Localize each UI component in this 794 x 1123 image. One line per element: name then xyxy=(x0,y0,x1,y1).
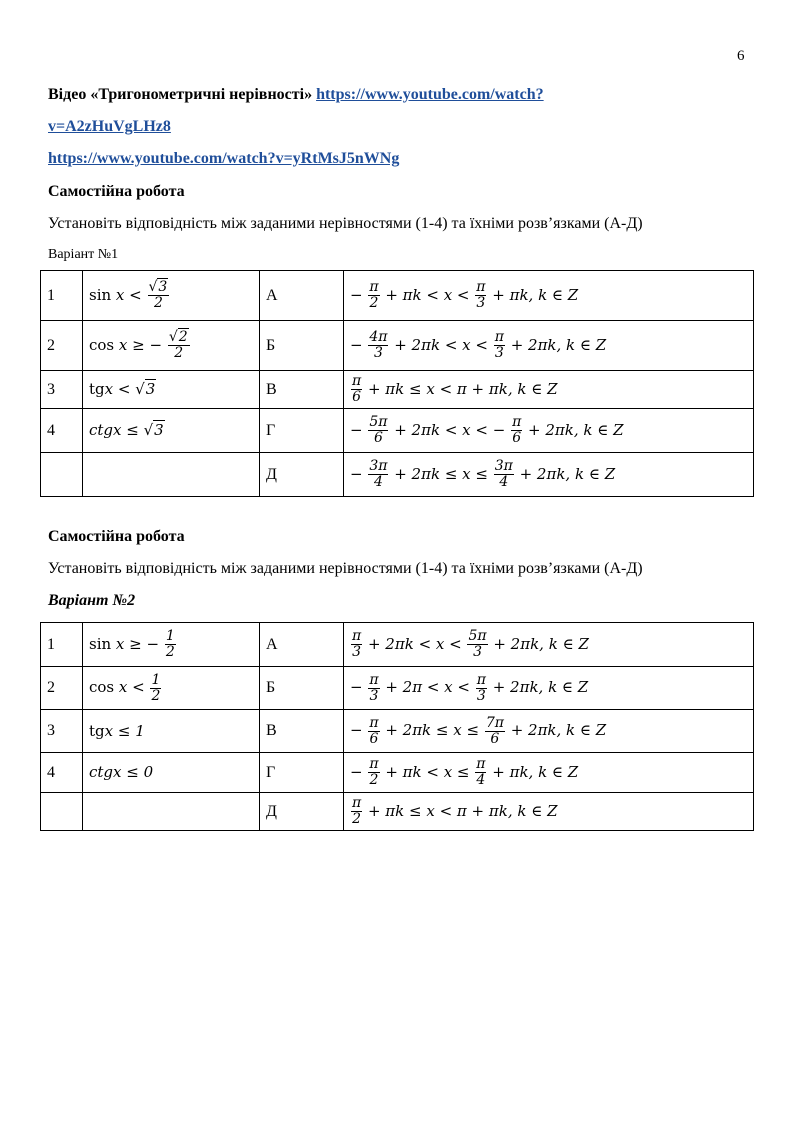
row-number xyxy=(41,453,83,497)
solution-cell xyxy=(344,793,754,831)
inequality-cell xyxy=(83,409,260,453)
solution-cell xyxy=(344,667,754,710)
section2-instruction: Установіть відповідність між заданими нерівностями (1-4) та їхніми розв’язками (А-Д) xyxy=(48,560,643,577)
row-number: 2 xyxy=(41,321,83,371)
row-number: 4 xyxy=(41,409,83,453)
answer-letter: Г xyxy=(260,753,344,793)
section1-variant: Варіант №1 xyxy=(48,247,119,262)
inequality-math: cos x < $\frac{1}{2}$ xyxy=(89,671,161,704)
solution-cell xyxy=(344,623,754,667)
solution-cell xyxy=(344,271,754,321)
solution-math: $\frac{\pi}{3}$ + 2πk < x < $\frac{5\pi}{3}$ + 2πk, k ∈ Z xyxy=(352,628,589,660)
inequality-cell xyxy=(83,453,260,497)
table-row xyxy=(41,710,754,753)
answer-letter: В xyxy=(260,710,344,753)
inequality-math: ctgx ≤ √3 xyxy=(89,421,164,439)
table-row xyxy=(41,409,754,453)
solution-math: − $\frac{3\pi}{4}$ + 2πk ≤ x ≤ $\frac{3\pi}{4}$ + 2πk, k ∈ Z xyxy=(350,458,616,490)
table-row xyxy=(41,623,754,667)
inequality-cell xyxy=(83,793,260,831)
inequality-math: ctgx ≤ 0 xyxy=(89,763,154,781)
math-text xyxy=(0,0,1,1)
section1-heading: Самостійна робота xyxy=(48,183,185,200)
inequality-cell xyxy=(83,371,260,409)
solution-cell xyxy=(344,321,754,371)
inequality-math: sin x ≥ − $\frac{1}{2}$ xyxy=(89,628,175,660)
table-row xyxy=(41,453,754,497)
table-row xyxy=(41,753,754,793)
row-number: 4 xyxy=(41,753,83,793)
answer-letter: Г xyxy=(260,409,344,453)
answer-letter: В xyxy=(260,371,344,409)
answer-letter: А xyxy=(260,623,344,667)
solution-cell xyxy=(344,409,754,453)
row-number: 3 xyxy=(41,371,83,409)
inequality-math: cos x ≥ − $\frac{√2}{2}$ xyxy=(89,329,188,361)
inequality-cell xyxy=(83,710,260,753)
video-link-1-part2[interactable]: v=A2zHuVgLHz8 xyxy=(48,118,171,135)
table-row xyxy=(41,321,754,371)
inequality-math: tgx ≤ 1 xyxy=(89,721,145,740)
section2-heading: Самостійна робота xyxy=(48,528,185,545)
row-number: 1 xyxy=(41,623,83,667)
inequality-math: tgx < √3 xyxy=(89,380,156,398)
video-link-2[interactable]: https://www.youtube.com/watch?v=yRtMsJ5nWNg xyxy=(48,150,400,167)
inequality-cell xyxy=(83,667,260,710)
solution-math: $\frac{\pi}{2}$ + πk ≤ x < π + πk, k ∈ Z xyxy=(352,795,558,827)
inequality-cell xyxy=(83,623,260,667)
table-row xyxy=(41,667,754,710)
row-number: 3 xyxy=(41,710,83,753)
solution-math: − $\frac{5\pi}{6}$ + 2πk < x < − $\frac{\pi}{6}$ + 2πk, k ∈ Z xyxy=(350,414,624,446)
inequality-cell xyxy=(83,753,260,793)
section2-table xyxy=(40,622,754,831)
solution-cell xyxy=(344,453,754,497)
solution-cell xyxy=(344,753,754,793)
solution-math: − $\frac{\pi}{3}$ + 2π < x < $\frac{\pi}{3}$ + 2πk, k ∈ Z xyxy=(350,671,589,704)
solution-math: $\frac{\pi}{6}$ + πk ≤ x < π + πk, k ∈ Z xyxy=(352,373,558,405)
video-link-1-wrap xyxy=(48,118,171,136)
video-link-1-part1[interactable]: https://www.youtube.com/watch? xyxy=(316,86,544,103)
inequality-cell xyxy=(83,321,260,371)
solution-cell xyxy=(344,371,754,409)
table-row xyxy=(41,371,754,409)
inequality-math: sin x < $\frac{√3}{2}$ xyxy=(89,279,168,311)
solution-cell xyxy=(344,710,754,753)
table-row xyxy=(41,793,754,831)
answer-letter: Д xyxy=(260,793,344,831)
answer-letter: А xyxy=(260,271,344,321)
video-label: Відео «Тригонометричні нерівності» xyxy=(48,86,313,103)
section2-variant: Варіант №2 xyxy=(48,592,136,609)
video-line xyxy=(48,86,544,104)
solution-math: − $\frac{\pi}{2}$ + πk < x ≤ $\frac{\pi}{4}$ + πk, k ∈ Z xyxy=(350,756,579,788)
solution-math: − $\frac{4\pi}{3}$ + 2πk < x < $\frac{\pi}{3}$ + 2πk, k ∈ Z xyxy=(350,329,607,361)
answer-letter: Б xyxy=(260,667,344,710)
answer-letter: Б xyxy=(260,321,344,371)
inequality-cell xyxy=(83,271,260,321)
row-number: 2 xyxy=(41,667,83,710)
solution-math: − $\frac{\pi}{2}$ + πk < x < $\frac{\pi}{3}$ + πk, k ∈ Z xyxy=(350,279,579,311)
page-number: 6 xyxy=(737,48,745,64)
row-number xyxy=(41,793,83,831)
row-number: 1 xyxy=(41,271,83,321)
video-link-2-wrap xyxy=(48,150,399,168)
table-row xyxy=(41,271,754,321)
section1-table xyxy=(40,270,754,497)
section1-instruction: Установіть відповідність між заданими нерівностями (1-4) та їхніми розв’язками (А-Д) xyxy=(48,215,643,232)
answer-letter: Д xyxy=(260,453,344,497)
solution-math: − $\frac{\pi}{6}$ + 2πk ≤ x ≤ $\frac{7\pi}{6}$ + 2πk, k ∈ Z xyxy=(350,714,607,747)
